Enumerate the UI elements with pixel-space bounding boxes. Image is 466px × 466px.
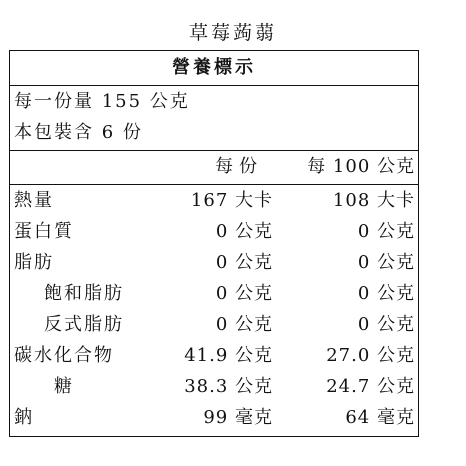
divider: [10, 150, 418, 151]
nutrient-row: [10, 217, 418, 247]
nutrient-per-serving: 38.3 公克: [184, 376, 273, 397]
nutrient-row: [10, 186, 418, 216]
nutrient-per-serving: 0 公克: [215, 252, 273, 273]
product-name: 草莓蒟蒻: [188, 22, 277, 44]
nutrient-name: 熱量: [14, 190, 54, 211]
nutrient-name: 蛋白質: [14, 221, 74, 242]
nutrient-per-100g: 0 公克: [357, 221, 415, 242]
nutrient-name: 飽和脂肪: [44, 283, 124, 304]
nutrient-per-serving: 99 毫克: [203, 407, 273, 428]
nutrient-per-100g: 64 毫克: [345, 407, 415, 428]
nutrient-per-serving: 0 公克: [215, 283, 273, 304]
serving-size-row: [10, 87, 418, 117]
nutrient-row: [10, 248, 418, 278]
divider: [10, 85, 418, 86]
nutrient-per-serving: 0 公克: [215, 314, 273, 335]
nutrient-name: 糖: [54, 376, 74, 397]
header-per-100g: 每 100 公克: [307, 156, 415, 177]
nutrient-name: 鈉: [14, 407, 34, 428]
nutrient-per-100g: 0 公克: [357, 252, 415, 273]
nutrient-per-100g: 0 公克: [357, 283, 415, 304]
nutrition-label: [9, 50, 419, 437]
nutrient-row: [10, 403, 418, 433]
column-header-row: [10, 152, 418, 182]
servings-per-package: 本包裝含 6 份: [14, 122, 143, 143]
nutrient-row: [10, 310, 418, 340]
serving-size: 每一份量 155 公克: [14, 91, 190, 112]
nutrient-name: 碳水化合物: [14, 345, 114, 366]
nutrient-per-serving: 41.9 公克: [184, 345, 273, 366]
nutrient-per-100g: 27.0 公克: [326, 345, 415, 366]
nutrient-per-serving: 0 公克: [215, 221, 273, 242]
nutrient-row: [10, 279, 418, 309]
label-title: 營養標示: [172, 57, 256, 78]
divider: [10, 184, 418, 185]
nutrient-row: [10, 372, 418, 402]
nutrient-name: 反式脂肪: [44, 314, 124, 335]
nutrient-name: 脂肪: [14, 252, 54, 273]
header-per-serving: 每份: [215, 156, 263, 177]
nutrient-per-100g: 108 大卡: [332, 190, 415, 211]
servings-per-package-row: [10, 118, 418, 148]
nutrient-per-100g: 0 公克: [357, 314, 415, 335]
nutrient-per-100g: 24.7 公克: [326, 376, 415, 397]
nutrient-row: [10, 341, 418, 371]
nutrient-per-serving: 167 大卡: [190, 190, 273, 211]
